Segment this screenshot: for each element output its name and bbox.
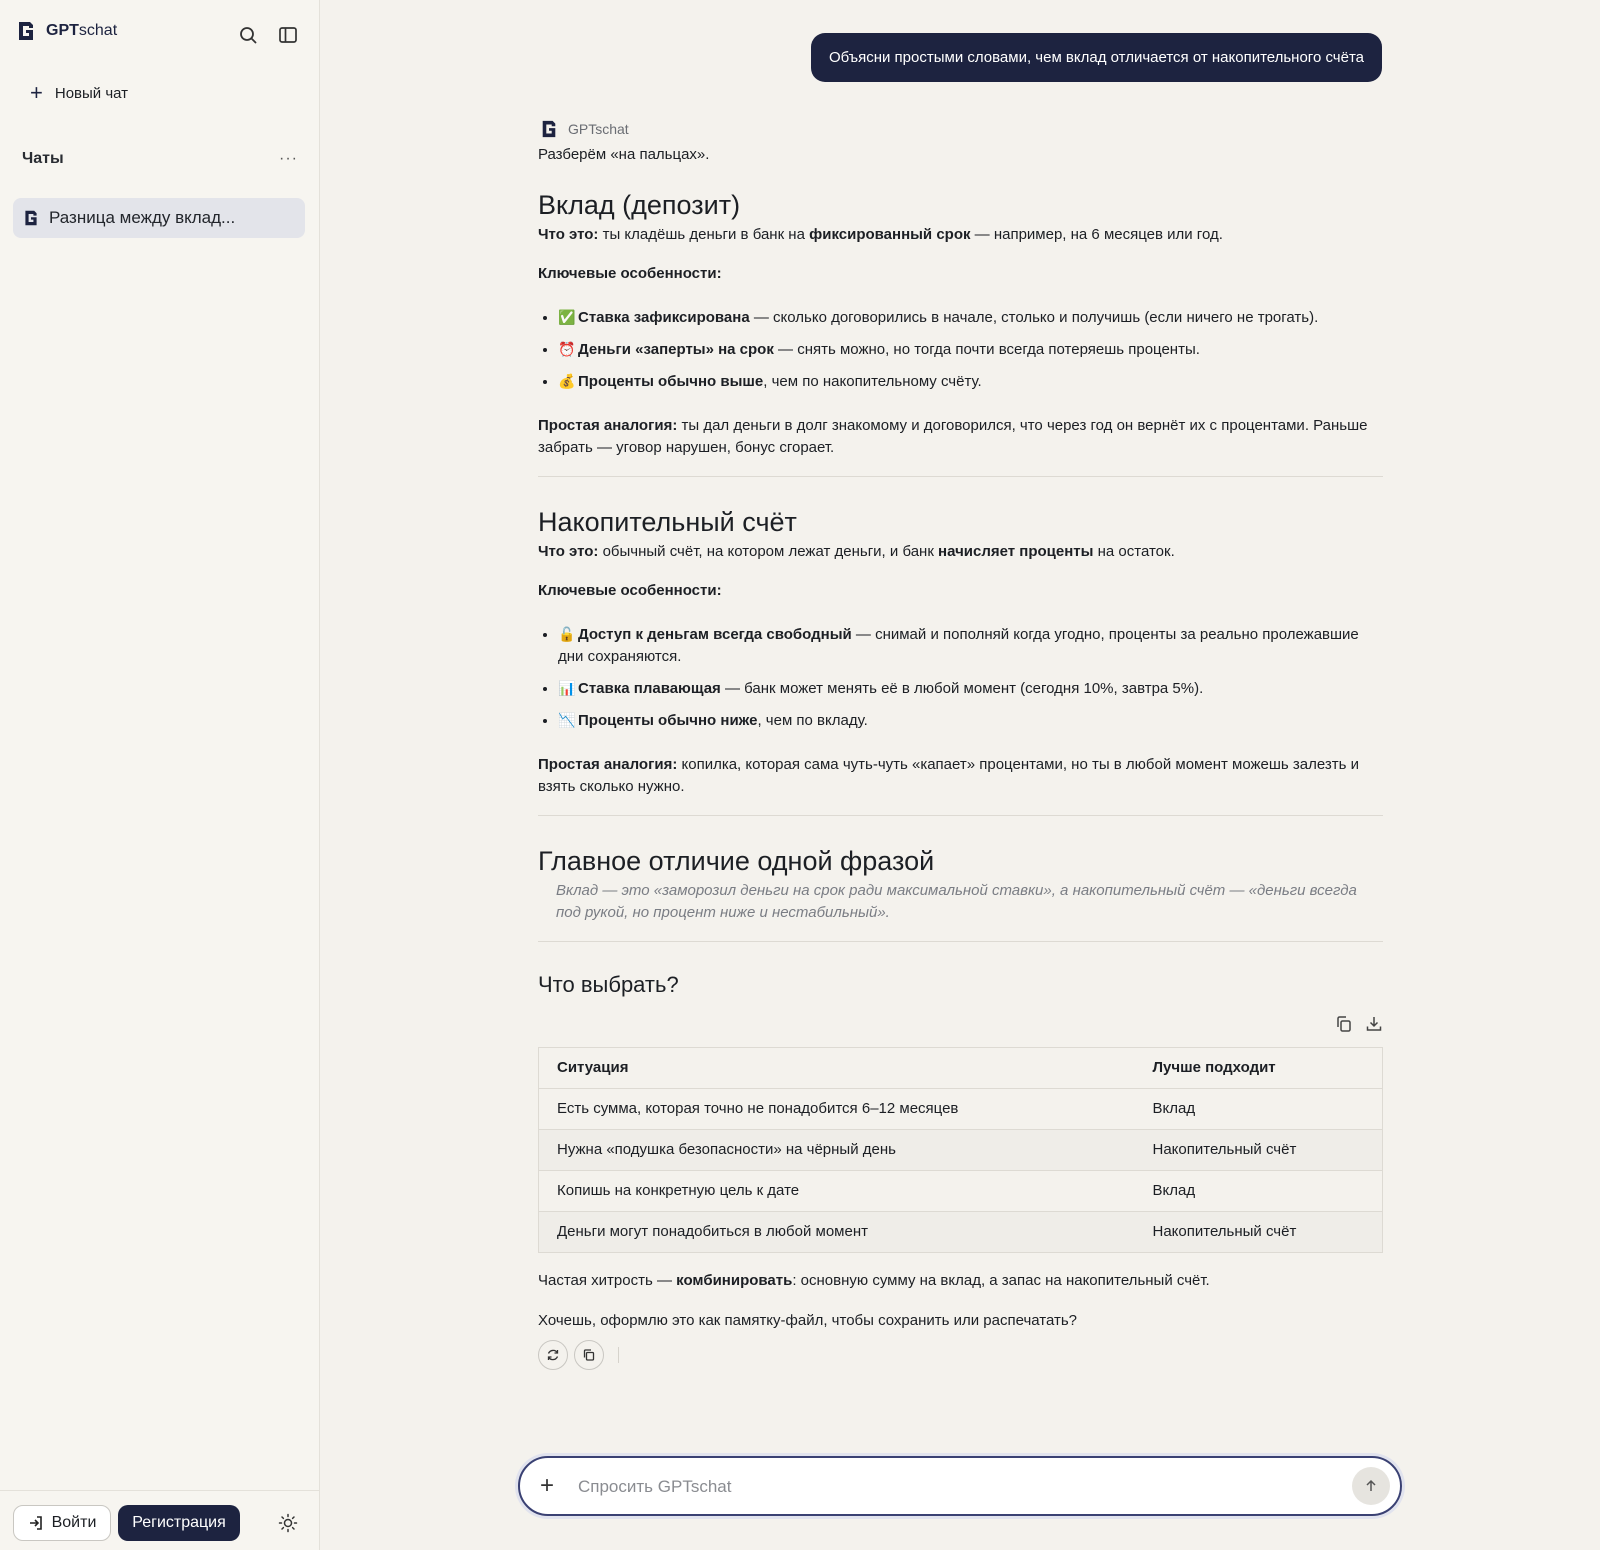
- analogy-paragraph: Простая аналогия: ты дал деньги в долг знакомому и договорился, что через год он вернёт их с процентами. Раньше забрать — уговор нарушен, бонус сгорает.: [538, 417, 1368, 456]
- sidebar-footer: [0, 1490, 320, 1550]
- section-heading: Что выбрать?: [538, 972, 679, 997]
- table-cell: Копишь на конкретную цель к дате: [539, 1171, 1135, 1212]
- section-heading: Вклад (депозит): [538, 190, 741, 220]
- message-actions: [538, 1340, 1383, 1370]
- divider: [538, 476, 1383, 477]
- table-row: [539, 1130, 1383, 1171]
- table-cell: Нужна «подушка безопасности» на чёрный день: [539, 1130, 1135, 1171]
- plus-icon: +: [30, 80, 43, 105]
- divider: [538, 941, 1383, 942]
- assistant-message: [538, 118, 1383, 1370]
- table-header-row: [539, 1048, 1383, 1089]
- paragraph: Что это: ты кладёшь деньги в банк на фиксированный срок — например, на 6 месяцев или год.: [538, 226, 1223, 243]
- arrow-up-icon: [1364, 1479, 1378, 1493]
- send-button[interactable]: [1352, 1467, 1390, 1505]
- chat-item-label: Разница между вклад...: [49, 208, 236, 227]
- new-chat-label: Новый чат: [54, 84, 129, 102]
- table-cell: Накопительный счёт: [1135, 1212, 1383, 1253]
- copy-message-button[interactable]: [574, 1340, 604, 1370]
- closing-paragraph: Хочешь, оформлю это как памятку-файл, чтобы сохранить или распечатать?: [538, 1312, 1078, 1329]
- chat-main: [320, 0, 1600, 1550]
- blockquote: Вклад — это «заморозил деньги на срок ради максимальной ставки», а накопительный счёт — «деньги всегда под рукой, но процент ниже и нестабильный».: [556, 882, 1357, 921]
- list-item: • 🔓 Доступ к деньгам всегда свободный — снимай и пополняй когда угодно, проценты за реально пролежавшие дни сохраняются.: [558, 623, 1383, 668]
- table-row: [539, 1089, 1383, 1130]
- sidebar-chat-item[interactable]: [13, 198, 305, 238]
- login-icon: [28, 1515, 44, 1531]
- theme-toggle-sun-icon[interactable]: [278, 1513, 298, 1533]
- table-cell: Деньги могут понадобиться в любой момент: [539, 1212, 1135, 1253]
- gptschat-logo-icon: [23, 209, 39, 227]
- chats-header: [22, 150, 298, 168]
- table-header: Ситуация: [539, 1048, 1135, 1089]
- features-label: Ключевые особенности:: [538, 582, 722, 599]
- message-input[interactable]: [578, 1472, 1318, 1502]
- table-cell: Накопительный счёт: [1135, 1130, 1383, 1171]
- intro-text: Разберём «на пальцах».: [538, 146, 710, 163]
- chats-label: Чаты: [22, 150, 64, 167]
- section-heading: Накопительный счёт: [538, 507, 797, 537]
- table-cell: Есть сумма, которая точно не понадобится 6–12 месяцев: [539, 1089, 1135, 1130]
- login-button[interactable]: [13, 1505, 111, 1541]
- feature-list: [538, 306, 1383, 393]
- user-message: Объясни простыми словами, чем вклад отличается от накопительного счёта: [811, 33, 1382, 82]
- download-icon[interactable]: [1365, 1015, 1383, 1033]
- list-item: • 💰 Проценты обычно выше, чем по накопительному счёту.: [558, 370, 1383, 393]
- table-cell: Вклад: [1135, 1171, 1383, 1212]
- list-item: • ✅ Ставка зафиксирована — сколько договорились в начале, столько и получишь (если ничего не трогать).: [558, 306, 1383, 329]
- analogy-paragraph: Простая аналогия: копилка, которая сама чуть-чуть «капает» процентами, но ты в любой момент можешь залезть и взять сколько нужно.: [538, 756, 1360, 795]
- divider: [538, 815, 1383, 816]
- gptschat-logo-icon: [16, 20, 36, 42]
- table-row: [539, 1212, 1383, 1253]
- table-header: Лучше подходит: [1135, 1048, 1383, 1089]
- features-label: Ключевые особенности:: [538, 265, 722, 282]
- composer: [518, 1456, 1402, 1516]
- refresh-icon: [546, 1348, 560, 1362]
- regenerate-button[interactable]: [538, 1340, 568, 1370]
- paragraph: Что это: обычный счёт, на котором лежат деньги, и банк начисляет проценты на остаток.: [538, 543, 1175, 560]
- brand-name: GPTschat: [46, 22, 118, 39]
- attach-plus-icon[interactable]: +: [540, 1472, 555, 1499]
- list-item: • 📉 Проценты обычно ниже, чем по вкладу.: [558, 709, 1383, 732]
- assistant-header: [540, 118, 1383, 140]
- search-icon[interactable]: [237, 24, 259, 46]
- table-toolbar: [538, 1009, 1383, 1039]
- more-options-icon[interactable]: ···: [279, 150, 298, 167]
- copy-icon[interactable]: [1335, 1015, 1353, 1033]
- copy-icon: [582, 1348, 596, 1362]
- divider: [618, 1347, 619, 1363]
- sidebar: [0, 0, 320, 1550]
- brand[interactable]: [16, 20, 117, 42]
- gptschat-logo-icon: [540, 119, 558, 139]
- tip-paragraph: Частая хитрость — комбинировать: основную сумму на вклад, а запас на накопительный счёт.: [538, 1272, 1210, 1289]
- list-item: • 📊 Ставка плавающая — банк может менять её в любой момент (сегодня 10%, завтра 5%).: [558, 677, 1383, 700]
- section-heading: Главное отличие одной фразой: [538, 846, 935, 876]
- table-cell: Вклад: [1135, 1089, 1383, 1130]
- new-chat-button[interactable]: [30, 82, 128, 104]
- register-button[interactable]: Регистрация: [118, 1505, 240, 1541]
- list-item: • ⏰ Деньги «заперты» на срок — снять можно, но тогда почти всегда потеряешь проценты.: [558, 338, 1383, 361]
- feature-list: [538, 623, 1383, 732]
- sidebar-toggle-icon[interactable]: [277, 24, 299, 46]
- assistant-name: GPTschat: [568, 121, 629, 137]
- comparison-table: [538, 1047, 1383, 1253]
- login-label: Войти: [51, 1514, 97, 1531]
- table-row: [539, 1171, 1383, 1212]
